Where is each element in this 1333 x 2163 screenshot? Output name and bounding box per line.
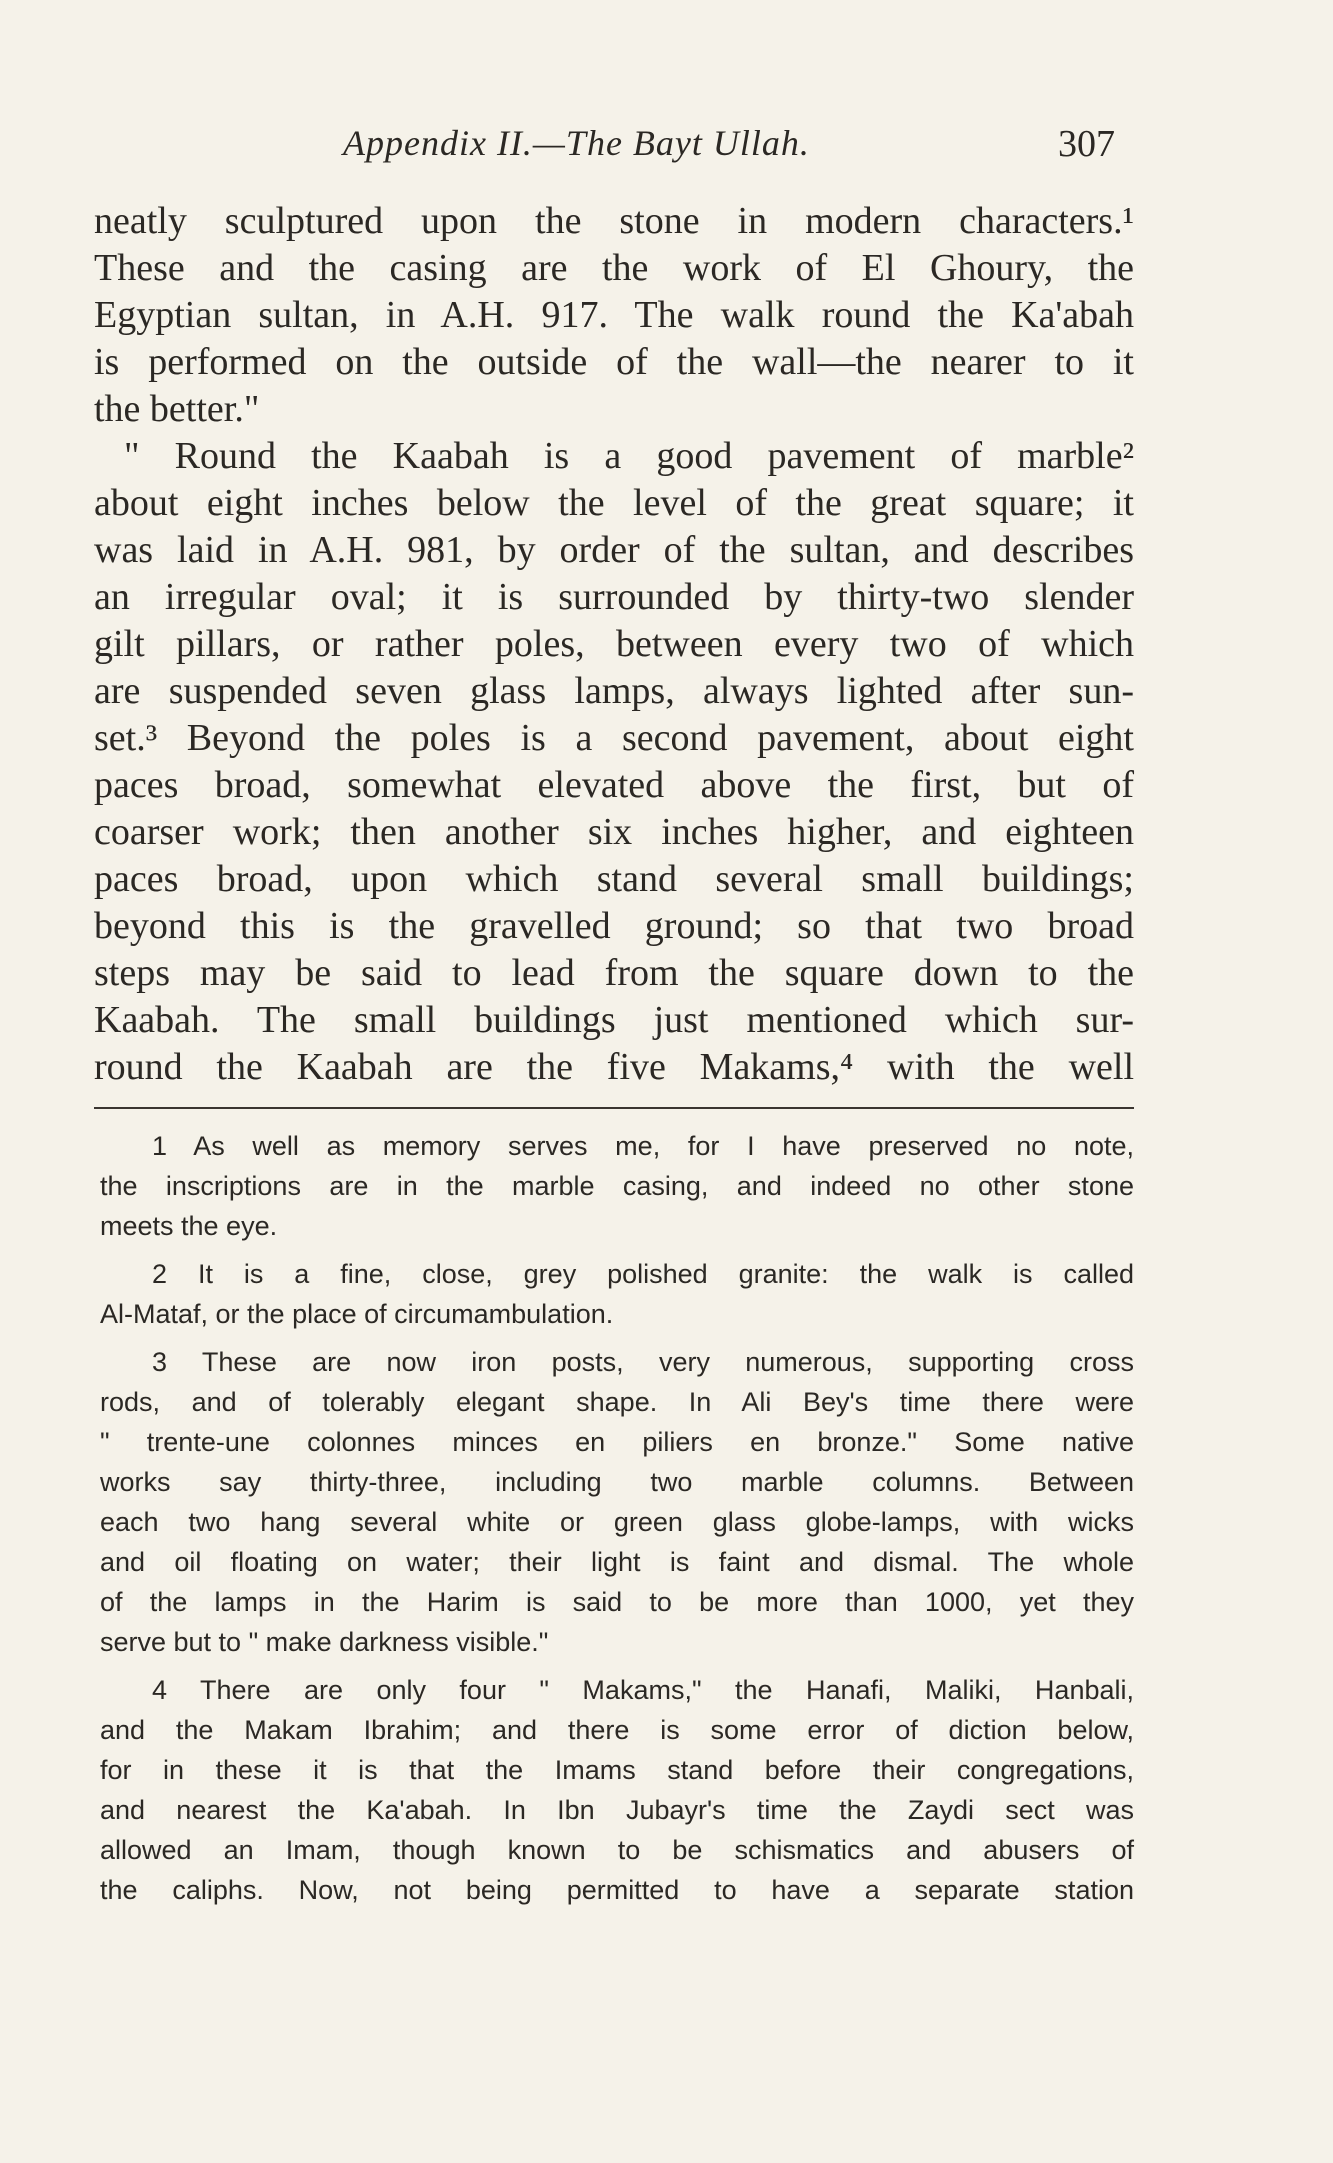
- text-line: coarser work; then another six inches higher, and eighteen: [94, 811, 1134, 853]
- text-line: is performed on the outside of the wall—the nearer to it: [94, 341, 1134, 383]
- text-line: the better.": [94, 388, 260, 430]
- page-number: 307: [1058, 123, 1115, 165]
- text-line: paces broad, upon which stand several small buildings;: [94, 858, 1134, 900]
- text-line: was laid in A.H. 981, by order of the sultan, and describes: [94, 529, 1134, 571]
- text-line: paces broad, somewhat elevated above the first, but of: [94, 764, 1134, 806]
- text-line: beyond this is the gravelled ground; so that two broad: [94, 905, 1134, 947]
- footnote-line: 3 These are now iron posts, very numerous, supporting cross: [152, 1347, 1134, 1377]
- text-line: an irregular oval; it is surrounded by thirty-two slender: [94, 576, 1134, 618]
- footnote-line: and nearest the Ka'abah. In Ibn Jubayr's time the Zaydi sect was: [100, 1795, 1134, 1825]
- footnote-line: the inscriptions are in the marble casing, and indeed no other stone: [100, 1171, 1134, 1201]
- footnote-2: [100, 1254, 1134, 1334]
- text-line: round the Kaabah are the five Makams,⁴ with the well: [94, 1046, 1134, 1088]
- footnotes: [100, 1126, 1134, 1910]
- text-line: These and the casing are the work of El Ghoury, the: [94, 247, 1134, 289]
- text-line: neatly sculptured upon the stone in modern characters.¹: [94, 200, 1134, 242]
- footnote-line: rods, and of tolerably elegant shape. In Ali Bey's time there were: [100, 1387, 1134, 1417]
- footnote-line: and the Makam Ibrahim; and there is some error of diction below,: [100, 1715, 1134, 1745]
- footnote-4: [100, 1670, 1134, 1910]
- text-line: are suspended seven glass lamps, always lighted after sun-: [94, 670, 1134, 712]
- main-text: [94, 198, 1134, 1091]
- footnote-line: works say thirty-three, including two marble columns. Between: [100, 1467, 1134, 1497]
- text-line: " Round the Kaabah is a good pavement of marble²: [124, 435, 1134, 477]
- footnote-line: 4 There are only four " Makams," the Hanafi, Maliki, Hanbali,: [152, 1675, 1134, 1705]
- footnote-line: and oil floating on water; their light is faint and dismal. The whole: [100, 1547, 1134, 1577]
- text-line: set.³ Beyond the poles is a second pavement, about eight: [94, 717, 1134, 759]
- footnote-divider: [94, 1107, 1134, 1109]
- footnote-3: [100, 1342, 1134, 1662]
- text-line: gilt pillars, or rather poles, between every two of which: [94, 623, 1134, 665]
- text-line: steps may be said to lead from the square down to the: [94, 952, 1134, 994]
- footnote-line: 1 As well as memory serves me, for I have preserved no note,: [152, 1131, 1134, 1161]
- running-head: Appendix II.—The Bayt Ullah.: [343, 123, 810, 163]
- footnote-line: the caliphs. Now, not being permitted to have a separate station: [100, 1875, 1134, 1905]
- footnote-line: serve but to " make darkness visible.": [100, 1627, 549, 1657]
- footnote-line: for in these it is that the Imams stand before their congregations,: [100, 1755, 1134, 1785]
- footnote-line: Al-Mataf, or the place of circumambulation.: [100, 1299, 614, 1329]
- text-line: Egyptian sultan, in A.H. 917. The walk round the Ka'abah: [94, 294, 1134, 336]
- footnote-line: each two hang several white or green glass globe-lamps, with wicks: [100, 1507, 1134, 1537]
- footnote-line: 2 It is a fine, close, grey polished granite: the walk is called: [152, 1259, 1134, 1289]
- text-line: Kaabah. The small buildings just mentioned which sur-: [94, 999, 1134, 1041]
- footnote-line: meets the eye.: [100, 1211, 278, 1241]
- footnote-line: of the lamps in the Harim is said to be more than 1000, yet they: [100, 1587, 1134, 1617]
- footnote-1: [100, 1126, 1134, 1246]
- footnote-line: allowed an Imam, though known to be schismatics and abusers of: [100, 1835, 1134, 1865]
- text-line: about eight inches below the level of the great square; it: [94, 482, 1134, 524]
- footnote-line: " trente-une colonnes minces en piliers en bronze." Some native: [100, 1427, 1134, 1457]
